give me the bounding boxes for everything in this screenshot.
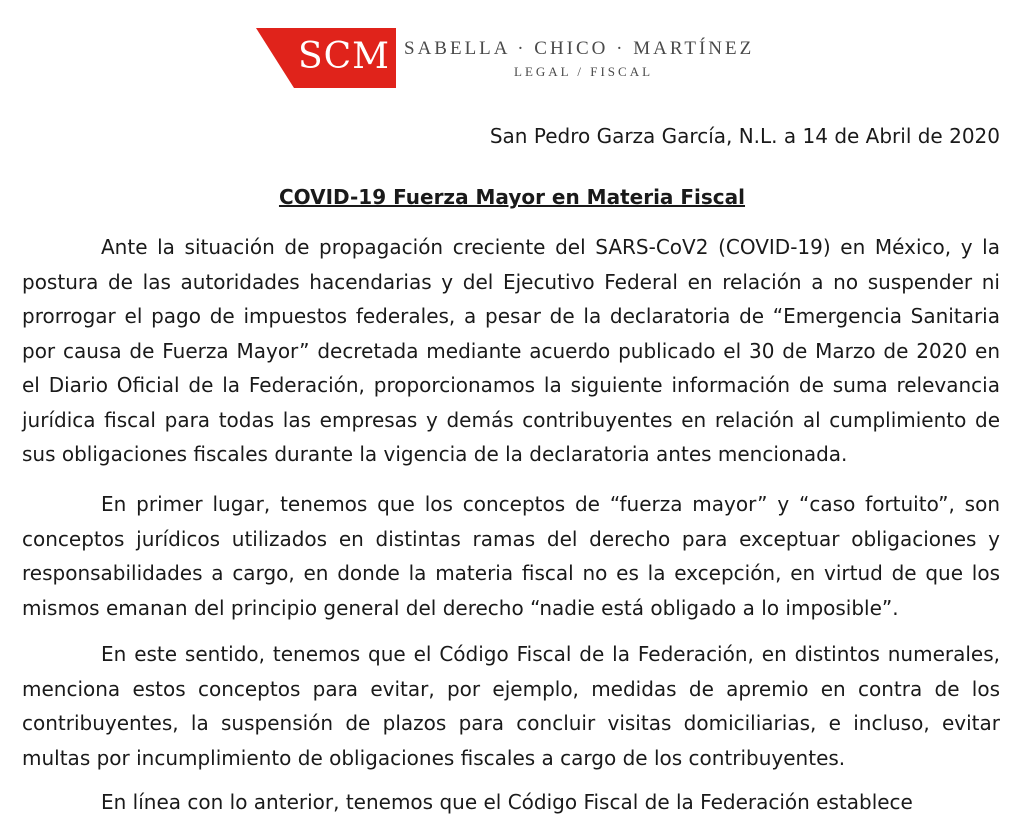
document-title-text: COVID-19 Fuerza Mayor en Materia Fiscal xyxy=(278,185,746,209)
firm-subtitle: LEGAL / FISCAL xyxy=(514,64,654,79)
paragraph: En primer lugar, tenemos que los conceptos de “fuerza mayor” y “caso fortuito”, son conceptos jurídicos utilizados en distintas ramas del derecho para exceptuar obligaciones y responsabilidades a cargo, en donde la materia fiscal no es la excepción, en virtud de que los mismos emanan del principio general del derecho “nadie está obligado a lo imposible”. xyxy=(22,492,1000,620)
firm-name: SABELLA · CHICO · MARTÍNEZ xyxy=(404,38,755,59)
date-line: San Pedro Garza García, N.L. a 14 de Abril de 2020 xyxy=(489,124,1000,148)
paragraph: En línea con lo anterior, tenemos que el Código Fiscal de la Federación establece xyxy=(101,790,913,814)
document-title xyxy=(0,183,1024,211)
paragraph: Ante la situación de propagación creciente del SARS-CoV2 (COVID-19) en México, y la postura de las autoridades hacendarias y del Ejecutivo Federal en relación a no suspender ni prorrogar el pago de impuestos federales, a pesar de la declaratoria de “Emergencia Sanitaria por causa de Fuerza Mayor” decretada mediante acuerdo publicado el 30 de Marzo de 2020 en el Diario Oficial de la Federación, proporcionamos la siguiente información de suma relevancia jurídica fiscal para todas las empresas y demás contribuyentes en relación al cumplimiento de sus obligaciones fiscales durante la vigencia de la declaratoria antes mencionada. xyxy=(22,235,1000,466)
paragraph: En este sentido, tenemos que el Código Fiscal de la Federación, en distintos numerales, menciona estos conceptos para evitar, por ejemplo, medidas de apremio en contra de los contribuyentes, la suspensión de plazos para concluir visitas domiciliarias, e incluso, evitar multas por incumplimiento de obligaciones fiscales a cargo de los contribuyentes. xyxy=(22,642,1000,770)
logo-initials: SCM xyxy=(297,36,391,77)
letterhead xyxy=(256,28,776,90)
